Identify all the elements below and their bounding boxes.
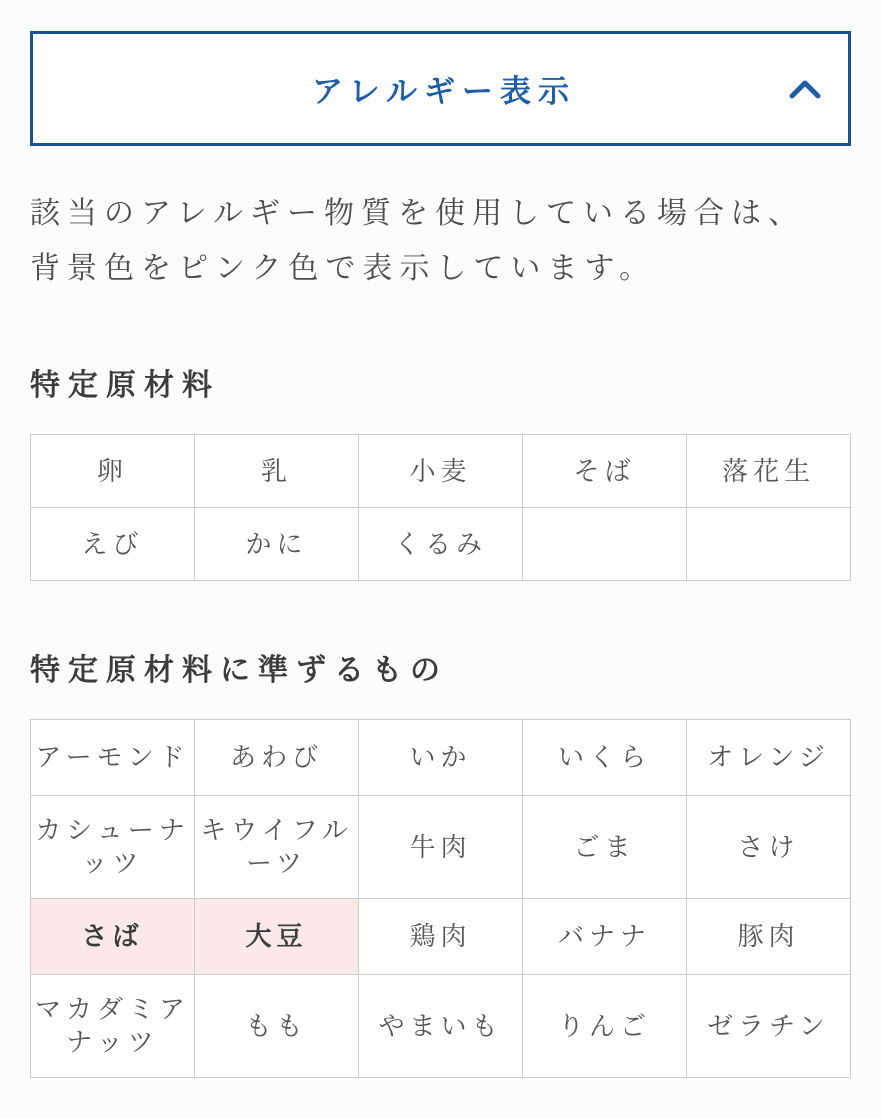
allergen-cell-pork: 豚肉 <box>687 899 851 975</box>
allergen-cell-milk: 乳 <box>195 435 359 508</box>
allergen-cell-salmon-roe: いくら <box>523 720 687 796</box>
allergen-cell-walnut: くるみ <box>359 508 523 581</box>
allergy-accordion-header[interactable] <box>30 31 851 146</box>
allergen-cell-macadamia: マカダミアナッツ <box>31 975 195 1078</box>
table-row <box>31 435 851 508</box>
allergen-cell-cashew: カシューナッツ <box>31 796 195 899</box>
section-heading-equivalent-ingredients: 特定原材料に準ずるもの <box>30 654 448 687</box>
specified-ingredients-table <box>30 434 851 581</box>
allergen-cell-soybean: 大豆 <box>195 899 359 975</box>
allergen-cell-banana: バナナ <box>523 899 687 975</box>
explanation-line-2: 背景色をピンク色で表示しています。 <box>30 252 656 285</box>
allergen-cell-empty <box>523 508 687 581</box>
allergen-cell-chicken: 鶏肉 <box>359 899 523 975</box>
allergen-cell-buckwheat: そば <box>523 435 687 508</box>
table-row <box>31 796 851 899</box>
allergen-cell-empty <box>687 508 851 581</box>
allergen-cell-salmon: さけ <box>687 796 851 899</box>
allergen-cell-peanut: 落花生 <box>687 435 851 508</box>
allergen-cell-wheat: 小麦 <box>359 435 523 508</box>
table-row <box>31 508 851 581</box>
allergen-cell-beef: 牛肉 <box>359 796 523 899</box>
highlight-explanation <box>30 186 851 296</box>
allergen-cell-sesame: ごま <box>523 796 687 899</box>
allergen-cell-orange: オレンジ <box>687 720 851 796</box>
accordion-title: アレルギー表示 <box>312 74 576 109</box>
chevron-up-icon <box>788 78 822 100</box>
allergen-cell-kiwi: キウイフルーツ <box>195 796 359 899</box>
equivalent-ingredients-table <box>30 719 851 1078</box>
allergen-cell-peach: もも <box>195 975 359 1078</box>
allergen-cell-egg: 卵 <box>31 435 195 508</box>
explanation-line-1: 該当のアレルギー物質を使用している場合は、 <box>30 197 806 230</box>
allergen-cell-shrimp: えび <box>31 508 195 581</box>
table-row <box>31 899 851 975</box>
table-row <box>31 975 851 1078</box>
allergen-cell-yam: やまいも <box>359 975 523 1078</box>
table-row <box>31 720 851 796</box>
allergen-cell-gelatin: ゼラチン <box>687 975 851 1078</box>
allergen-cell-abalone: あわび <box>195 720 359 796</box>
section-heading-specified-ingredients: 特定原材料 <box>30 369 220 402</box>
allergen-cell-apple: りんご <box>523 975 687 1078</box>
allergen-cell-crab: かに <box>195 508 359 581</box>
allergen-cell-squid: いか <box>359 720 523 796</box>
allergen-cell-almond: アーモンド <box>31 720 195 796</box>
allergen-cell-mackerel: さば <box>31 899 195 975</box>
